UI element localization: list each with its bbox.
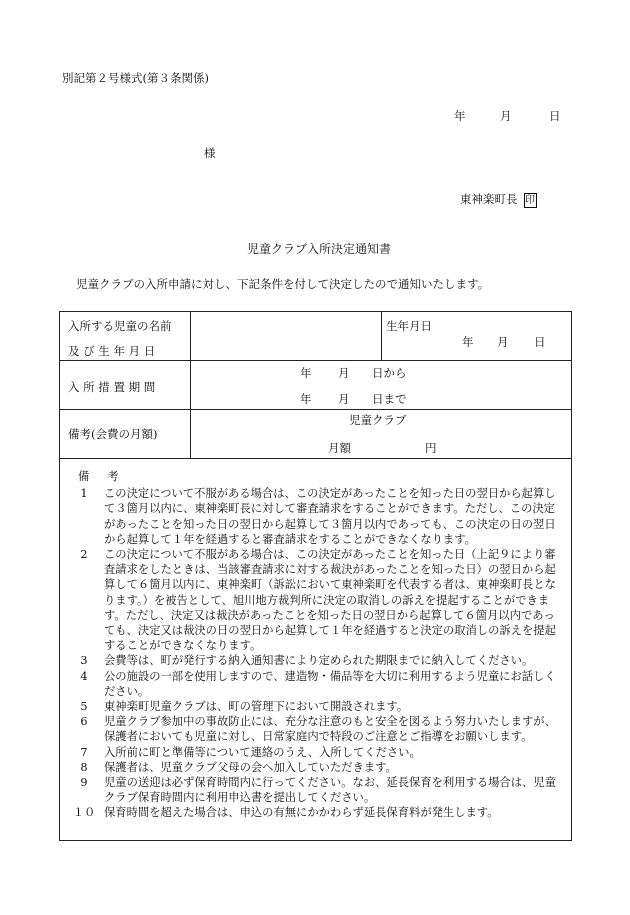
issuer-name: 東神楽町長 (460, 192, 518, 206)
issue-date-month: 月 (500, 109, 512, 123)
seal-icon: 印 (525, 194, 535, 206)
addressee-suffix: 様 (204, 146, 216, 160)
yen-label: 円 (425, 441, 437, 455)
notes-section (64, 469, 566, 821)
period-end-year: 年 (300, 392, 312, 406)
note-text: この決定について不服がある場合は、この決定があったことを知った日の翌日から起算して３箇月以内に、東神楽町長に対して審査請求をすることができます。ただし、この決定があったことを知った日の翌日から起算して３箇月以内であっても、この決定の日の翌日から起算して１年を経過すると審査請求をすることができなくなります。 (104, 487, 556, 546)
period-end-day: 日まで (372, 392, 407, 406)
intro-text: 児童クラブの入所申請に対し、下記条件を付して決定したので通知いたします。 (76, 277, 490, 291)
note-number: 4 (80, 669, 88, 683)
birth-month: 月 (497, 335, 509, 349)
note-item (64, 745, 566, 760)
birth-year: 年 (462, 335, 474, 349)
note-number: 7 (80, 745, 88, 759)
note-text: この決定について不服がある場合は、この決定があったことを知った日（上記９により審査請求をしたときは、当該審査請求に対する裁決があったことを知った日）の翌日から起算して６箇月以内に、東神楽町（訴訟において東神楽町を代表する者は、東神楽町長となります。）を被告として、旭川地方裁判所に決定の取消しの訴えを提起することができます。ただし、決定又は裁決があったことを知った日の翌日から起算して６箇月以内であっても、決定又は裁決の日の翌日から起算して１年を経過すると決定の取消しの訴えを提起することができなくなります。 (104, 548, 556, 653)
row-label-period: 入 所 措 置 期 間 (68, 380, 156, 394)
note-item (64, 699, 566, 714)
row-label-child-name: 入所する児童の名前 (68, 319, 172, 333)
birth-date-label: 生年月日 (386, 319, 432, 333)
issue-date-day: 日 (549, 109, 561, 123)
form-id: 別記第２号様式(第３条関係) (62, 71, 209, 85)
note-text: 保護者は、児童クラブ父母の会へ加入していただきます。 (104, 760, 397, 774)
note-item (64, 486, 566, 547)
table-divider (381, 311, 382, 360)
note-text: 入所前に町と準備等について連絡のうえ、入所してください。 (104, 745, 421, 759)
note-text: 児童クラブ参加中の事故防止には、充分な注意のもと安全を図るよう努力いたしますが、保護者においても児童に対し、日常家庭内で特段のご注意とご指導をお願いします。 (104, 715, 556, 744)
issuer (460, 191, 537, 208)
period-start-day: 日から (372, 366, 407, 380)
monthly-fee-label: 月額 (328, 441, 351, 455)
note-item (64, 805, 566, 820)
row-label-fee: 備考(会費の月額) (68, 427, 158, 441)
table-divider (190, 311, 191, 458)
note-text: 児童の送迎は必ず保育時間内に行ってください。なお、延長保育を利用する場合は、児童クラブ保育時間内に利用申込書を提出してください。 (104, 776, 556, 805)
note-item (64, 653, 566, 668)
birth-day: 日 (534, 335, 546, 349)
note-number: １０ (72, 806, 96, 820)
note-number: 8 (80, 760, 88, 774)
notes-heading: 備考 (78, 470, 137, 483)
issue-date-year: 年 (454, 109, 466, 123)
note-text: 公の施設の一部を使用しますので、建造物・備品等を大切に利用するよう児童にお話しください。 (104, 669, 556, 698)
period-end-month: 月 (338, 392, 350, 406)
note-item (64, 714, 566, 744)
period-start-year: 年 (300, 366, 312, 380)
note-text: 会費等は、町が発行する納入通知書により定められた期限までに納入してください。 (104, 654, 534, 668)
document-title: 児童クラブ入所決定通知書 (247, 242, 392, 256)
club-label: 児童クラブ (349, 413, 407, 427)
note-number: 9 (80, 776, 88, 790)
note-text: 保育時間を超えた場合は、申込の有無にかかわらず延長保育料が発生します。 (104, 806, 499, 820)
period-start-month: 月 (338, 366, 350, 380)
table-divider (59, 409, 572, 410)
note-text: 東神楽町児童クラブは、町の管理下において開設されます。 (104, 700, 409, 714)
note-number: 3 (80, 654, 88, 668)
note-item (64, 760, 566, 775)
row-label-birthdate: 及 び 生 年 月 日 (68, 344, 156, 358)
note-item (64, 669, 566, 699)
note-number: 5 (80, 700, 88, 714)
table-divider (59, 458, 572, 459)
note-number: 2 (80, 548, 88, 562)
note-item (64, 547, 566, 653)
note-number: 6 (80, 715, 88, 729)
table-divider (59, 360, 572, 361)
note-item (64, 775, 566, 805)
note-number: 1 (80, 487, 88, 501)
